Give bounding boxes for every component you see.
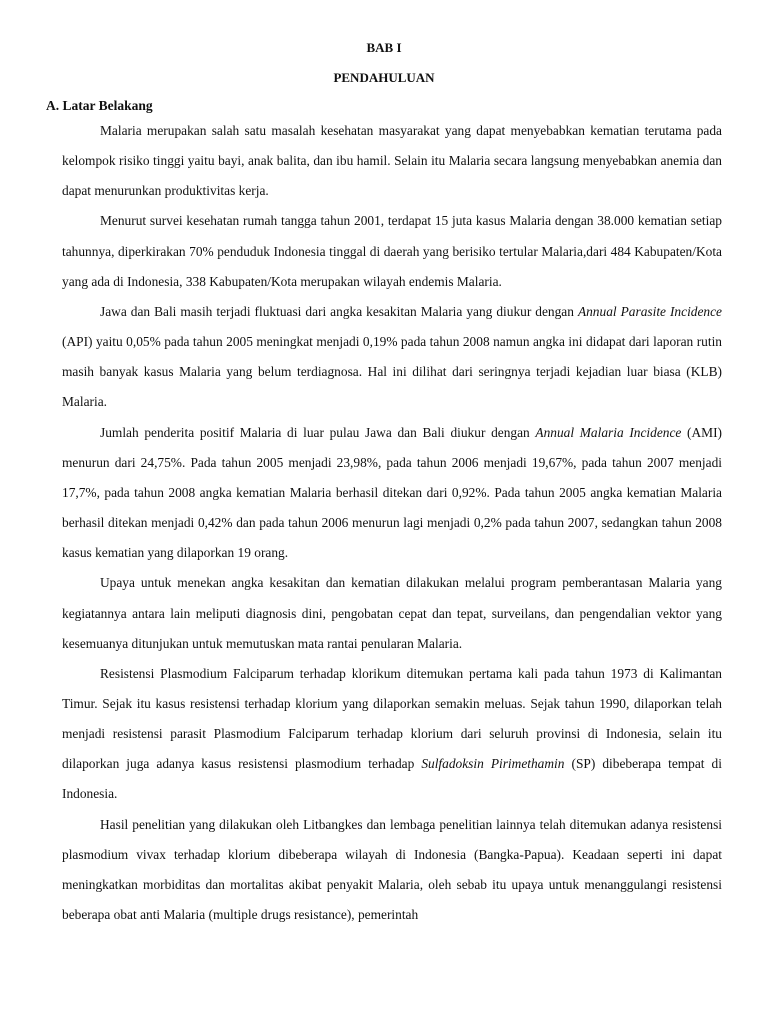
text-run: (AMI) menurun dari 24,75%. Pada tahun 2005 menjadi 23,98%, pada tahun 2006 menjadi 19,67%, pada tahun 2007 menjadi 17,7%, pada tahun 2008 angka kematian Malaria berhasil ditekan dari 0,92%. Pada tahun 2005 angka kematian Malaria berhasil ditekan menjadi 0,42% dan pada tahun 2006 menurun lagi menjadi 0,2% pada tahun 2007, sedangkan tahun 2008 kasus kematian yang dilaporkan 19 orang.	[62, 424, 722, 561]
paragraph	[62, 297, 722, 418]
italic-term: Sulfadoksin Pirimethamin	[421, 756, 565, 772]
text-run: Jumlah penderita positif Malaria di luar pulau Jawa dan Bali diukur dengan	[100, 424, 536, 440]
text-run: Jawa dan Bali masih terjadi fluktuasi dari angka kesakitan Malaria yang diukur dengan	[100, 303, 578, 319]
paragraph	[62, 810, 722, 931]
paragraph	[62, 418, 722, 569]
chapter-number: BAB I	[366, 40, 402, 55]
text-run: Malaria merupakan salah satu masalah kesehatan masyarakat yang dapat menyebabkan kematian terutama pada kelompok risiko tinggi yaitu bayi, anak balita, dan ibu hamil. Selain itu Malaria secara langsung menyebabkan anemia dan dapat menurunkan produktivitas kerja.	[62, 123, 722, 199]
paragraph	[62, 206, 722, 296]
italic-term: Annual Malaria Incidence	[535, 424, 682, 440]
text-run: Resistensi Plasmodium Falciparum terhadap klorikum ditemukan pertama kali pada tahun 1973 di Kalimantan Timur. Sejak itu kasus resistensi terhadap klorium yang dilaporkan semakin meluas. Sejak tahun 1990, dilaporkan telah menjadi resistensi parasit Plasmodium Falciparum terhadap klorium dari seluruh provinsi di Indonesia, selain itu dilaporkan juga adanya kasus resistensi plasmodium terhadap	[62, 665, 722, 772]
text-run: (API) yaitu 0,05% pada tahun 2005 meningkat menjadi 0,19% pada tahun 2008 namun angka ini didapat dari laporan rutin masih banyak kasus Malaria yang belum terdiagnosa. Hal ini dilihat dari seringnya terjadi kejadian luar biasa (KLB) Malaria.	[62, 334, 722, 410]
body-text	[62, 116, 722, 930]
section-heading: A. Latar Belakang	[46, 98, 153, 113]
chapter-title: PENDAHULUAN	[333, 70, 435, 85]
italic-term: Annual Parasite Incidence	[577, 303, 723, 319]
text-run: (SP) dibeberapa tempat di Indonesia.	[62, 756, 722, 802]
paragraph	[62, 568, 722, 658]
text-run: Upaya untuk menekan angka kesakitan dan kematian dilakukan melalui program pemberantasan Malaria yang kegiatannya antara lain meliputi diagnosis dini, pengobatan cepat dan tepat, surveilans, dan pengendalian vektor yang kesemuanya ditunjukan untuk memutuskan mata rantai penularan Malaria.	[62, 575, 722, 651]
text-run: Menurut survei kesehatan rumah tangga tahun 2001, terdapat 15 juta kasus Malaria dengan 38.000 kematian setiap tahunnya, diperkirakan 70% penduduk Indonesia tinggal di daerah yang berisiko tertular Malaria,dari 484 Kabupaten/Kota yang ada di Indonesia, 338 Kabupaten/Kota merupakan wilayah endemis Malaria.	[62, 213, 722, 289]
text-run: Hasil penelitian yang dilakukan oleh Litbangkes dan lembaga penelitian lainnya telah ditemukan adanya resistensi plasmodium vivax terhadap klorium dibeberapa wilayah di Indonesia (Bangka-Papua). Keadaan seperti ini dapat meningkatkan morbiditas dan mortalitas akibat penyakit Malaria, oleh sebab itu upaya untuk menanggulangi resistensi beberapa obat anti Malaria (multiple drugs resistance), pemerintah	[62, 816, 722, 923]
paragraph	[62, 659, 722, 810]
paragraph	[62, 116, 722, 206]
